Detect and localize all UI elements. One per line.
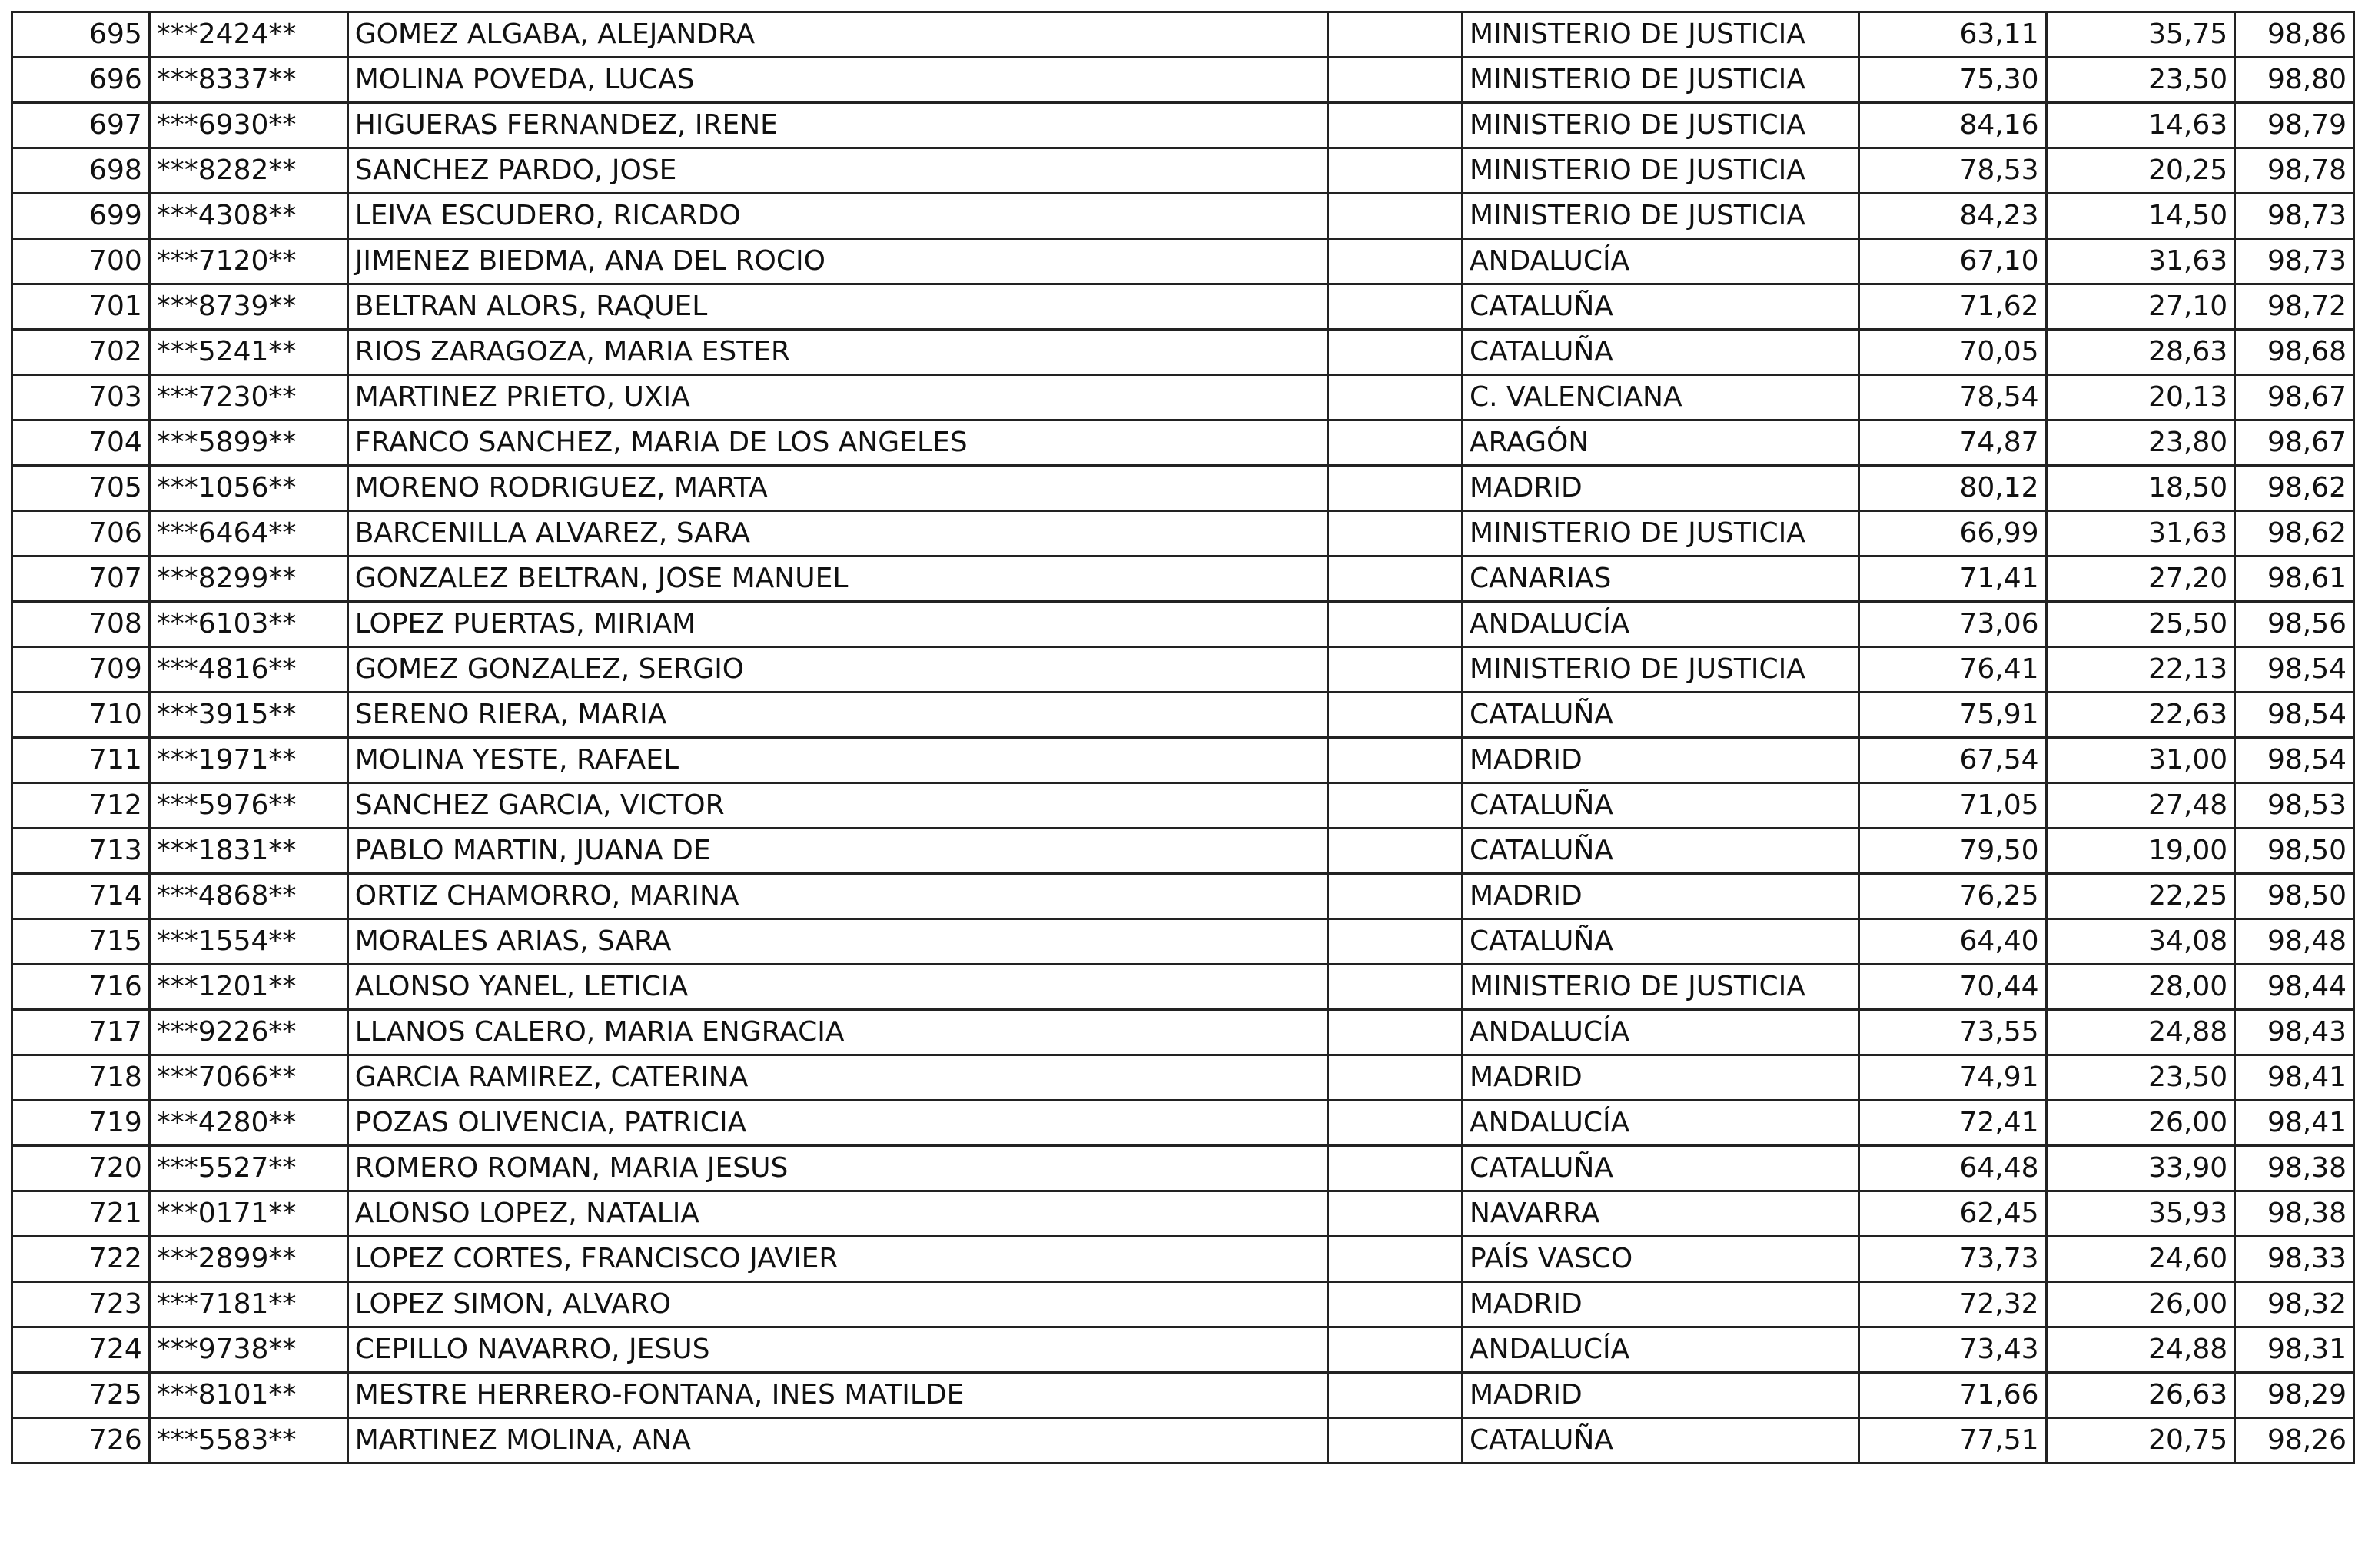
region-cell: CATALUÑA (1462, 1418, 1858, 1463)
table-row (12, 1373, 2354, 1418)
masked-id-cell: ***5527** (149, 1146, 347, 1191)
region-cell: MADRID (1462, 1282, 1858, 1327)
total-score-cell: 98,73 (2235, 194, 2354, 239)
table-row (12, 965, 2354, 1010)
empty-cell-cell (1328, 1101, 1462, 1146)
score-a-cell: 70,44 (1858, 965, 2046, 1010)
score-b-cell: 22,13 (2046, 647, 2235, 693)
row-number-cell: 699 (12, 194, 150, 239)
total-score-cell: 98,61 (2235, 556, 2354, 602)
region-cell: CATALUÑA (1462, 330, 1858, 375)
score-a-cell: 73,43 (1858, 1327, 2046, 1373)
empty-cell-cell (1328, 284, 1462, 330)
score-a-cell: 72,32 (1858, 1282, 2046, 1327)
table-row (12, 12, 2354, 58)
results-table (11, 11, 2355, 1464)
table-row (12, 511, 2354, 556)
empty-cell-cell (1328, 103, 1462, 148)
score-b-cell: 27,48 (2046, 783, 2235, 829)
table-row (12, 1146, 2354, 1191)
full-name-cell: MESTRE HERRERO-FONTANA, INES MATILDE (347, 1373, 1328, 1418)
region-cell: MADRID (1462, 874, 1858, 919)
row-number-cell: 715 (12, 919, 150, 965)
score-b-cell: 35,93 (2046, 1191, 2235, 1237)
full-name-cell: GOMEZ ALGABA, ALEJANDRA (347, 12, 1328, 58)
score-a-cell: 75,30 (1858, 58, 2046, 103)
score-b-cell: 28,00 (2046, 965, 2235, 1010)
total-score-cell: 98,54 (2235, 647, 2354, 693)
empty-cell-cell (1328, 874, 1462, 919)
total-score-cell: 98,43 (2235, 1010, 2354, 1055)
empty-cell-cell (1328, 1282, 1462, 1327)
table-body (12, 12, 2354, 1463)
score-a-cell: 76,41 (1858, 647, 2046, 693)
region-cell: MADRID (1462, 738, 1858, 783)
full-name-cell: BELTRAN ALORS, RAQUEL (347, 284, 1328, 330)
masked-id-cell: ***3915** (149, 693, 347, 738)
score-b-cell: 31,00 (2046, 738, 2235, 783)
full-name-cell: ALONSO LOPEZ, NATALIA (347, 1191, 1328, 1237)
masked-id-cell: ***9226** (149, 1010, 347, 1055)
row-number-cell: 717 (12, 1010, 150, 1055)
masked-id-cell: ***4308** (149, 194, 347, 239)
region-cell: C. VALENCIANA (1462, 375, 1858, 420)
score-a-cell: 73,73 (1858, 1237, 2046, 1282)
empty-cell-cell (1328, 556, 1462, 602)
score-b-cell: 20,13 (2046, 375, 2235, 420)
empty-cell-cell (1328, 12, 1462, 58)
masked-id-cell: ***1056** (149, 466, 347, 511)
masked-id-cell: ***6464** (149, 511, 347, 556)
region-cell: ANDALUCÍA (1462, 1101, 1858, 1146)
masked-id-cell: ***8299** (149, 556, 347, 602)
region-cell: MINISTERIO DE JUSTICIA (1462, 194, 1858, 239)
score-a-cell: 71,66 (1858, 1373, 2046, 1418)
score-b-cell: 23,80 (2046, 420, 2235, 466)
full-name-cell: ALONSO YANEL, LETICIA (347, 965, 1328, 1010)
score-b-cell: 31,63 (2046, 511, 2235, 556)
masked-id-cell: ***8337** (149, 58, 347, 103)
region-cell: ANDALUCÍA (1462, 1010, 1858, 1055)
masked-id-cell: ***8282** (149, 148, 347, 194)
row-number-cell: 704 (12, 420, 150, 466)
total-score-cell: 98,38 (2235, 1191, 2354, 1237)
masked-id-cell: ***8101** (149, 1373, 347, 1418)
region-cell: MADRID (1462, 1055, 1858, 1101)
score-a-cell: 75,91 (1858, 693, 2046, 738)
total-score-cell: 98,29 (2235, 1373, 2354, 1418)
total-score-cell: 98,56 (2235, 602, 2354, 647)
region-cell: ARAGÓN (1462, 420, 1858, 466)
score-a-cell: 80,12 (1858, 466, 2046, 511)
table-row (12, 375, 2354, 420)
region-cell: ANDALUCÍA (1462, 239, 1858, 284)
full-name-cell: MORALES ARIAS, SARA (347, 919, 1328, 965)
full-name-cell: BARCENILLA ALVAREZ, SARA (347, 511, 1328, 556)
score-b-cell: 19,00 (2046, 829, 2235, 874)
full-name-cell: LEIVA ESCUDERO, RICARDO (347, 194, 1328, 239)
total-score-cell: 98,72 (2235, 284, 2354, 330)
table-row (12, 783, 2354, 829)
table-row (12, 239, 2354, 284)
score-a-cell: 72,41 (1858, 1101, 2046, 1146)
score-b-cell: 20,75 (2046, 1418, 2235, 1463)
total-score-cell: 98,48 (2235, 919, 2354, 965)
table-row (12, 556, 2354, 602)
score-a-cell: 64,40 (1858, 919, 2046, 965)
region-cell: CATALUÑA (1462, 284, 1858, 330)
total-score-cell: 98,80 (2235, 58, 2354, 103)
full-name-cell: LOPEZ SIMON, ALVARO (347, 1282, 1328, 1327)
masked-id-cell: ***1554** (149, 919, 347, 965)
score-b-cell: 26,00 (2046, 1101, 2235, 1146)
total-score-cell: 98,86 (2235, 12, 2354, 58)
region-cell: CATALUÑA (1462, 919, 1858, 965)
row-number-cell: 702 (12, 330, 150, 375)
table-row (12, 148, 2354, 194)
empty-cell-cell (1328, 1055, 1462, 1101)
empty-cell-cell (1328, 1010, 1462, 1055)
score-b-cell: 27,10 (2046, 284, 2235, 330)
empty-cell-cell (1328, 738, 1462, 783)
score-a-cell: 76,25 (1858, 874, 2046, 919)
total-score-cell: 98,31 (2235, 1327, 2354, 1373)
score-b-cell: 14,50 (2046, 194, 2235, 239)
table-row (12, 602, 2354, 647)
masked-id-cell: ***7230** (149, 375, 347, 420)
full-name-cell: SERENO RIERA, MARIA (347, 693, 1328, 738)
row-number-cell: 716 (12, 965, 150, 1010)
score-a-cell: 78,54 (1858, 375, 2046, 420)
full-name-cell: ORTIZ CHAMORRO, MARINA (347, 874, 1328, 919)
masked-id-cell: ***6930** (149, 103, 347, 148)
full-name-cell: MARTINEZ MOLINA, ANA (347, 1418, 1328, 1463)
total-score-cell: 98,38 (2235, 1146, 2354, 1191)
table-row (12, 330, 2354, 375)
score-b-cell: 27,20 (2046, 556, 2235, 602)
total-score-cell: 98,54 (2235, 738, 2354, 783)
empty-cell-cell (1328, 693, 1462, 738)
row-number-cell: 705 (12, 466, 150, 511)
region-cell: NAVARRA (1462, 1191, 1858, 1237)
empty-cell-cell (1328, 965, 1462, 1010)
total-score-cell: 98,32 (2235, 1282, 2354, 1327)
row-number-cell: 701 (12, 284, 150, 330)
region-cell: MINISTERIO DE JUSTICIA (1462, 103, 1858, 148)
empty-cell-cell (1328, 919, 1462, 965)
masked-id-cell: ***1831** (149, 829, 347, 874)
total-score-cell: 98,62 (2235, 466, 2354, 511)
empty-cell-cell (1328, 647, 1462, 693)
row-number-cell: 703 (12, 375, 150, 420)
full-name-cell: MORENO RODRIGUEZ, MARTA (347, 466, 1328, 511)
score-b-cell: 33,90 (2046, 1146, 2235, 1191)
score-a-cell: 67,10 (1858, 239, 2046, 284)
table-row (12, 647, 2354, 693)
full-name-cell: RIOS ZARAGOZA, MARIA ESTER (347, 330, 1328, 375)
masked-id-cell: ***7181** (149, 1282, 347, 1327)
table-row (12, 466, 2354, 511)
table-row (12, 1055, 2354, 1101)
table-row (12, 829, 2354, 874)
table-row (12, 1418, 2354, 1463)
empty-cell-cell (1328, 194, 1462, 239)
region-cell: PAÍS VASCO (1462, 1237, 1858, 1282)
table-row (12, 1327, 2354, 1373)
total-score-cell: 98,62 (2235, 511, 2354, 556)
full-name-cell: PABLO MARTIN, JUANA DE (347, 829, 1328, 874)
region-cell: CATALUÑA (1462, 693, 1858, 738)
total-score-cell: 98,54 (2235, 693, 2354, 738)
masked-id-cell: ***2424** (149, 12, 347, 58)
table-row (12, 693, 2354, 738)
full-name-cell: LLANOS CALERO, MARIA ENGRACIA (347, 1010, 1328, 1055)
empty-cell-cell (1328, 1327, 1462, 1373)
row-number-cell: 698 (12, 148, 150, 194)
empty-cell-cell (1328, 1373, 1462, 1418)
total-score-cell: 98,67 (2235, 420, 2354, 466)
score-a-cell: 84,23 (1858, 194, 2046, 239)
region-cell: MINISTERIO DE JUSTICIA (1462, 511, 1858, 556)
total-score-cell: 98,78 (2235, 148, 2354, 194)
row-number-cell: 700 (12, 239, 150, 284)
empty-cell-cell (1328, 1237, 1462, 1282)
row-number-cell: 722 (12, 1237, 150, 1282)
full-name-cell: ROMERO ROMAN, MARIA JESUS (347, 1146, 1328, 1191)
score-a-cell: 71,05 (1858, 783, 2046, 829)
score-b-cell: 24,60 (2046, 1237, 2235, 1282)
full-name-cell: LOPEZ PUERTAS, MIRIAM (347, 602, 1328, 647)
full-name-cell: MOLINA YESTE, RAFAEL (347, 738, 1328, 783)
score-b-cell: 28,63 (2046, 330, 2235, 375)
full-name-cell: MARTINEZ PRIETO, UXIA (347, 375, 1328, 420)
table-row (12, 738, 2354, 783)
full-name-cell: POZAS OLIVENCIA, PATRICIA (347, 1101, 1328, 1146)
total-score-cell: 98,53 (2235, 783, 2354, 829)
score-b-cell: 14,63 (2046, 103, 2235, 148)
empty-cell-cell (1328, 511, 1462, 556)
region-cell: ANDALUCÍA (1462, 602, 1858, 647)
score-a-cell: 62,45 (1858, 1191, 2046, 1237)
total-score-cell: 98,68 (2235, 330, 2354, 375)
score-a-cell: 79,50 (1858, 829, 2046, 874)
row-number-cell: 709 (12, 647, 150, 693)
region-cell: MADRID (1462, 466, 1858, 511)
masked-id-cell: ***9738** (149, 1327, 347, 1373)
masked-id-cell: ***5241** (149, 330, 347, 375)
score-b-cell: 35,75 (2046, 12, 2235, 58)
score-a-cell: 74,91 (1858, 1055, 2046, 1101)
row-number-cell: 718 (12, 1055, 150, 1101)
empty-cell-cell (1328, 1418, 1462, 1463)
row-number-cell: 713 (12, 829, 150, 874)
score-b-cell: 18,50 (2046, 466, 2235, 511)
region-cell: CATALUÑA (1462, 1146, 1858, 1191)
empty-cell-cell (1328, 1146, 1462, 1191)
masked-id-cell: ***1971** (149, 738, 347, 783)
table-row (12, 1101, 2354, 1146)
region-cell: MINISTERIO DE JUSTICIA (1462, 58, 1858, 103)
row-number-cell: 708 (12, 602, 150, 647)
score-b-cell: 34,08 (2046, 919, 2235, 965)
score-b-cell: 24,88 (2046, 1010, 2235, 1055)
row-number-cell: 725 (12, 1373, 150, 1418)
full-name-cell: SANCHEZ PARDO, JOSE (347, 148, 1328, 194)
full-name-cell: JIMENEZ BIEDMA, ANA DEL ROCIO (347, 239, 1328, 284)
empty-cell-cell (1328, 466, 1462, 511)
full-name-cell: HIGUERAS FERNANDEZ, IRENE (347, 103, 1328, 148)
masked-id-cell: ***8739** (149, 284, 347, 330)
total-score-cell: 98,33 (2235, 1237, 2354, 1282)
score-a-cell: 63,11 (1858, 12, 2046, 58)
row-number-cell: 707 (12, 556, 150, 602)
total-score-cell: 98,67 (2235, 375, 2354, 420)
masked-id-cell: ***4280** (149, 1101, 347, 1146)
empty-cell-cell (1328, 829, 1462, 874)
empty-cell-cell (1328, 148, 1462, 194)
row-number-cell: 721 (12, 1191, 150, 1237)
region-cell: CATALUÑA (1462, 783, 1858, 829)
row-number-cell: 726 (12, 1418, 150, 1463)
full-name-cell: MOLINA POVEDA, LUCAS (347, 58, 1328, 103)
score-b-cell: 26,00 (2046, 1282, 2235, 1327)
region-cell: MINISTERIO DE JUSTICIA (1462, 647, 1858, 693)
row-number-cell: 720 (12, 1146, 150, 1191)
full-name-cell: GONZALEZ BELTRAN, JOSE MANUEL (347, 556, 1328, 602)
table-row (12, 919, 2354, 965)
masked-id-cell: ***4816** (149, 647, 347, 693)
score-a-cell: 73,06 (1858, 602, 2046, 647)
empty-cell-cell (1328, 375, 1462, 420)
table-row (12, 420, 2354, 466)
score-b-cell: 26,63 (2046, 1373, 2235, 1418)
empty-cell-cell (1328, 330, 1462, 375)
total-score-cell: 98,50 (2235, 874, 2354, 919)
score-a-cell: 84,16 (1858, 103, 2046, 148)
score-a-cell: 77,51 (1858, 1418, 2046, 1463)
row-number-cell: 695 (12, 12, 150, 58)
full-name-cell: FRANCO SANCHEZ, MARIA DE LOS ANGELES (347, 420, 1328, 466)
score-a-cell: 64,48 (1858, 1146, 2046, 1191)
table-row (12, 103, 2354, 148)
row-number-cell: 723 (12, 1282, 150, 1327)
table-row (12, 1282, 2354, 1327)
total-score-cell: 98,41 (2235, 1101, 2354, 1146)
region-cell: CATALUÑA (1462, 829, 1858, 874)
region-cell: MINISTERIO DE JUSTICIA (1462, 12, 1858, 58)
score-b-cell: 22,25 (2046, 874, 2235, 919)
total-score-cell: 98,79 (2235, 103, 2354, 148)
masked-id-cell: ***6103** (149, 602, 347, 647)
masked-id-cell: ***7120** (149, 239, 347, 284)
table-row (12, 1010, 2354, 1055)
row-number-cell: 696 (12, 58, 150, 103)
full-name-cell: SANCHEZ GARCIA, VICTOR (347, 783, 1328, 829)
empty-cell-cell (1328, 420, 1462, 466)
table-row (12, 874, 2354, 919)
row-number-cell: 712 (12, 783, 150, 829)
score-b-cell: 24,88 (2046, 1327, 2235, 1373)
score-a-cell: 74,87 (1858, 420, 2046, 466)
score-a-cell: 66,99 (1858, 511, 2046, 556)
full-name-cell: LOPEZ CORTES, FRANCISCO JAVIER (347, 1237, 1328, 1282)
score-b-cell: 20,25 (2046, 148, 2235, 194)
masked-id-cell: ***5976** (149, 783, 347, 829)
score-a-cell: 67,54 (1858, 738, 2046, 783)
row-number-cell: 697 (12, 103, 150, 148)
region-cell: CANARIAS (1462, 556, 1858, 602)
table-row (12, 58, 2354, 103)
masked-id-cell: ***5583** (149, 1418, 347, 1463)
region-cell: MADRID (1462, 1373, 1858, 1418)
total-score-cell: 98,73 (2235, 239, 2354, 284)
full-name-cell: CEPILLO NAVARRO, JESUS (347, 1327, 1328, 1373)
region-cell: MINISTERIO DE JUSTICIA (1462, 148, 1858, 194)
total-score-cell: 98,41 (2235, 1055, 2354, 1101)
masked-id-cell: ***5899** (149, 420, 347, 466)
score-b-cell: 22,63 (2046, 693, 2235, 738)
score-a-cell: 71,41 (1858, 556, 2046, 602)
empty-cell-cell (1328, 58, 1462, 103)
table-row (12, 1237, 2354, 1282)
score-a-cell: 78,53 (1858, 148, 2046, 194)
row-number-cell: 706 (12, 511, 150, 556)
empty-cell-cell (1328, 602, 1462, 647)
score-a-cell: 73,55 (1858, 1010, 2046, 1055)
total-score-cell: 98,50 (2235, 829, 2354, 874)
row-number-cell: 711 (12, 738, 150, 783)
score-a-cell: 71,62 (1858, 284, 2046, 330)
masked-id-cell: ***0171** (149, 1191, 347, 1237)
score-b-cell: 23,50 (2046, 1055, 2235, 1101)
row-number-cell: 724 (12, 1327, 150, 1373)
table-row (12, 284, 2354, 330)
score-a-cell: 70,05 (1858, 330, 2046, 375)
score-b-cell: 23,50 (2046, 58, 2235, 103)
masked-id-cell: ***2899** (149, 1237, 347, 1282)
total-score-cell: 98,44 (2235, 965, 2354, 1010)
masked-id-cell: ***1201** (149, 965, 347, 1010)
region-cell: MINISTERIO DE JUSTICIA (1462, 965, 1858, 1010)
row-number-cell: 710 (12, 693, 150, 738)
empty-cell-cell (1328, 239, 1462, 284)
empty-cell-cell (1328, 1191, 1462, 1237)
full-name-cell: GOMEZ GONZALEZ, SERGIO (347, 647, 1328, 693)
score-b-cell: 31,63 (2046, 239, 2235, 284)
full-name-cell: GARCIA RAMIREZ, CATERINA (347, 1055, 1328, 1101)
table-row (12, 1191, 2354, 1237)
score-b-cell: 25,50 (2046, 602, 2235, 647)
empty-cell-cell (1328, 783, 1462, 829)
total-score-cell: 98,26 (2235, 1418, 2354, 1463)
masked-id-cell: ***4868** (149, 874, 347, 919)
table-row (12, 194, 2354, 239)
row-number-cell: 719 (12, 1101, 150, 1146)
region-cell: ANDALUCÍA (1462, 1327, 1858, 1373)
masked-id-cell: ***7066** (149, 1055, 347, 1101)
row-number-cell: 714 (12, 874, 150, 919)
